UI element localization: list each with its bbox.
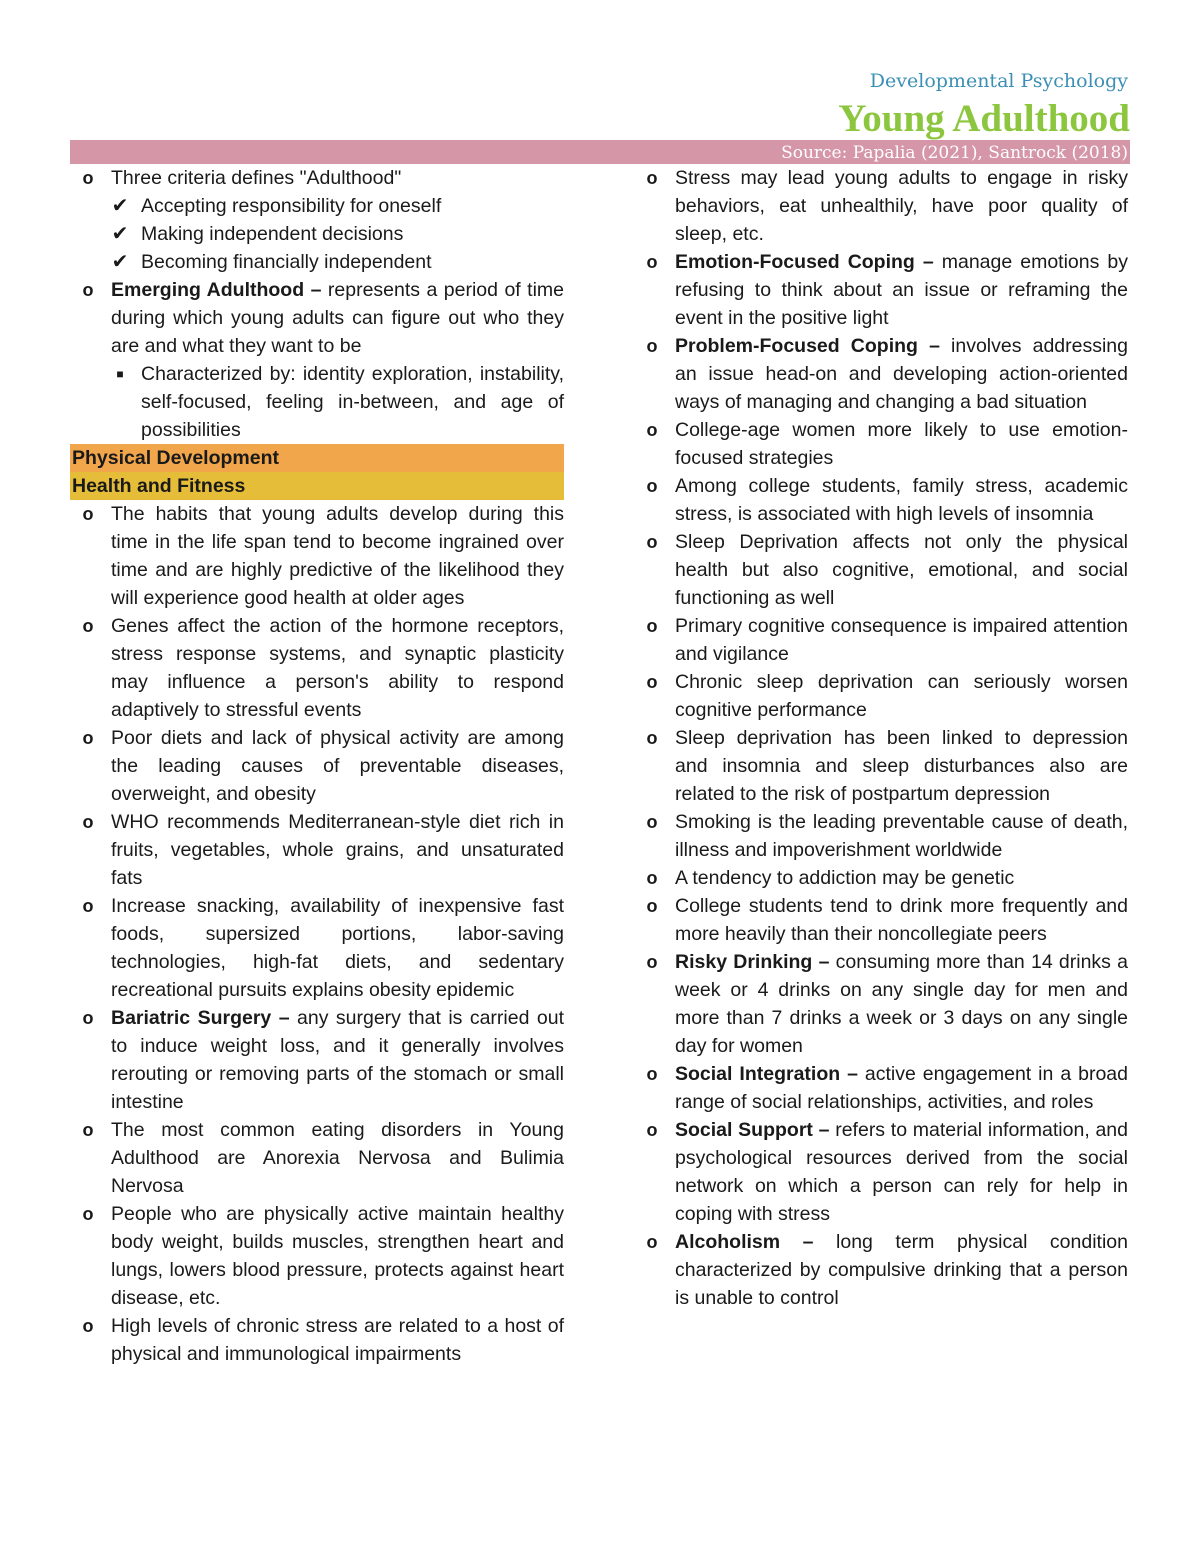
circle-bullet-icon: o (646, 532, 658, 552)
circle-bullet-icon: o (646, 420, 658, 440)
circle-bullet-icon: o (82, 896, 94, 916)
list-item: o College students tend to drink more frequently and more heavily than their noncollegiate peers (634, 892, 1128, 948)
circle-bullet-icon: o (82, 280, 94, 300)
circle-bullet-icon: o (646, 868, 658, 888)
circle-bullet-icon: o (82, 1204, 94, 1224)
circle-bullet-icon: o (646, 616, 658, 636)
source-citation: Source: Papalia (2021), Santrock (2018) (781, 143, 1128, 163)
circle-bullet-icon: o (646, 728, 658, 748)
list-item: o The most common eating disorders in Young Adulthood are Anorexia Nervosa and Bulimia Nervosa (70, 1116, 564, 1200)
term-bariatric-surgery: Bariatric Surgery – (111, 1007, 290, 1029)
list-item: o Stress may lead young adults to engage in risky behaviors, eat unhealthily, have poor quality of sleep, etc. (634, 164, 1128, 248)
circle-bullet-icon: o (646, 1064, 658, 1084)
list-item: o Poor diets and lack of physical activity are among the leading causes of preventable diseases, overweight, and obesity (70, 724, 564, 808)
page-title: Young Adulthood (838, 97, 1130, 140)
list-item: o Sleep Deprivation affects not only the physical health but also cognitive, emotional, and social functioning as well (634, 528, 1128, 612)
list-item: o Chronic sleep deprivation can seriously worsen cognitive performance (634, 668, 1128, 724)
term-problem-focused-coping: Problem-Focused Coping – (675, 335, 940, 357)
right-column (634, 164, 1128, 1312)
left-column (70, 164, 564, 1368)
circle-bullet-icon: o (646, 1232, 658, 1252)
term-emerging-adulthood: Emerging Adulthood – (111, 279, 322, 301)
list-item: o The habits that young adults develop during this time in the life span tend to become ingrained over time and are highly predictive of the likelihood they will experience good health at older ages (70, 500, 564, 612)
circle-bullet-icon: o (646, 952, 658, 972)
circle-bullet-icon: o (646, 476, 658, 496)
list-item: o Social Support – refers to material information, and psychological resources derived from the social network on which a person can rely for help in coping with stress (634, 1116, 1128, 1228)
checkmark-icon: ✔ (111, 223, 129, 245)
list-item: o Increase snacking, availability of inexpensive fast foods, supersized portions, labor-saving technologies, high-fat diets, and sedentary recreational pursuits explains obesity epidemic (70, 892, 564, 1004)
list-item: o Alcoholism – long term physical condition characterized by compulsive drinking that a person is unable to control (634, 1228, 1128, 1312)
list-item: o High levels of chronic stress are related to a host of physical and immunological impairments (70, 1312, 564, 1368)
circle-bullet-icon: o (82, 616, 94, 636)
list-item: ✔ Accepting responsibility for oneself (70, 192, 564, 220)
course-subject: Developmental Psychology (869, 70, 1128, 92)
list-item: o Social Integration – active engagement in a broad range of social relationships, activities, and roles (634, 1060, 1128, 1116)
list-item: o Among college students, family stress, academic stress, is associated with high levels of insomnia (634, 472, 1128, 528)
circle-bullet-icon: o (82, 504, 94, 524)
list-item: o Emerging Adulthood – represents a period of time during which young adults can figure out who they are and what they want to be (70, 276, 564, 360)
square-bullet-icon: ■ (116, 367, 124, 381)
list-item: o Genes affect the action of the hormone receptors, stress response systems, and synaptic plasticity may influence a person's ability to respond adaptively to stressful events (70, 612, 564, 724)
list-item: o Primary cognitive consequence is impaired attention and vigilance (634, 612, 1128, 668)
checkmark-icon: ✔ (111, 251, 129, 273)
circle-bullet-icon: o (646, 896, 658, 916)
circle-bullet-icon: o (82, 168, 94, 188)
list-item: ■ Characterized by: identity exploration, instability, self-focused, feeling in-between, and age of possibilities (70, 360, 564, 444)
list-item: o Problem-Focused Coping – involves addressing an issue head-on and developing action-oriented ways of managing and changing a bad situation (634, 332, 1128, 416)
list-item: o WHO recommends Mediterranean-style diet rich in fruits, vegetables, whole grains, and unsaturated fats (70, 808, 564, 892)
section-heading-physical-development: Physical Development (70, 444, 564, 472)
list-item: o Three criteria defines "Adulthood" (70, 164, 564, 192)
list-item: o Sleep deprivation has been linked to depression and insomnia and sleep disturbances also are related to the risk of postpartum depression (634, 724, 1128, 808)
list-item: ✔ Becoming financially independent (70, 248, 564, 276)
term-alcoholism: Alcoholism – (675, 1231, 814, 1253)
list-item: o A tendency to addiction may be genetic (634, 864, 1128, 892)
circle-bullet-icon: o (646, 1120, 658, 1140)
circle-bullet-icon: o (646, 812, 658, 832)
term-social-support: Social Support – (675, 1119, 830, 1141)
circle-bullet-icon: o (82, 1120, 94, 1140)
circle-bullet-icon: o (646, 252, 658, 272)
list-item: o Emotion-Focused Coping – manage emotions by refusing to think about an issue or reframing the event in the positive light (634, 248, 1128, 332)
list-item: o College-age women more likely to use emotion-focused strategies (634, 416, 1128, 472)
term-risky-drinking: Risky Drinking – (675, 951, 830, 973)
checkmark-icon: ✔ (111, 195, 129, 217)
circle-bullet-icon: o (82, 1008, 94, 1028)
term-emotion-focused-coping: Emotion-Focused Coping – (675, 251, 934, 273)
list-item: o Smoking is the leading preventable cause of death, illness and impoverishment worldwide (634, 808, 1128, 864)
circle-bullet-icon: o (646, 672, 658, 692)
list-item: ✔ Making independent decisions (70, 220, 564, 248)
list-item: o People who are physically active maintain healthy body weight, builds muscles, strengthen heart and lungs, lowers blood pressure, protects against heart disease, etc. (70, 1200, 564, 1312)
list-item: o Risky Drinking – consuming more than 14 drinks a week or 4 drinks on any single day for men and more than 7 drinks a week or 3 days on any single day for women (634, 948, 1128, 1060)
circle-bullet-icon: o (82, 728, 94, 748)
circle-bullet-icon: o (646, 168, 658, 188)
circle-bullet-icon: o (646, 336, 658, 356)
term-social-integration: Social Integration – (675, 1063, 858, 1085)
circle-bullet-icon: o (82, 1316, 94, 1336)
section-heading-health-and-fitness: Health and Fitness (70, 472, 564, 500)
list-item: o Bariatric Surgery – any surgery that is carried out to induce weight loss, and it generally involves rerouting or removing parts of the stomach or small intestine (70, 1004, 564, 1116)
circle-bullet-icon: o (82, 812, 94, 832)
